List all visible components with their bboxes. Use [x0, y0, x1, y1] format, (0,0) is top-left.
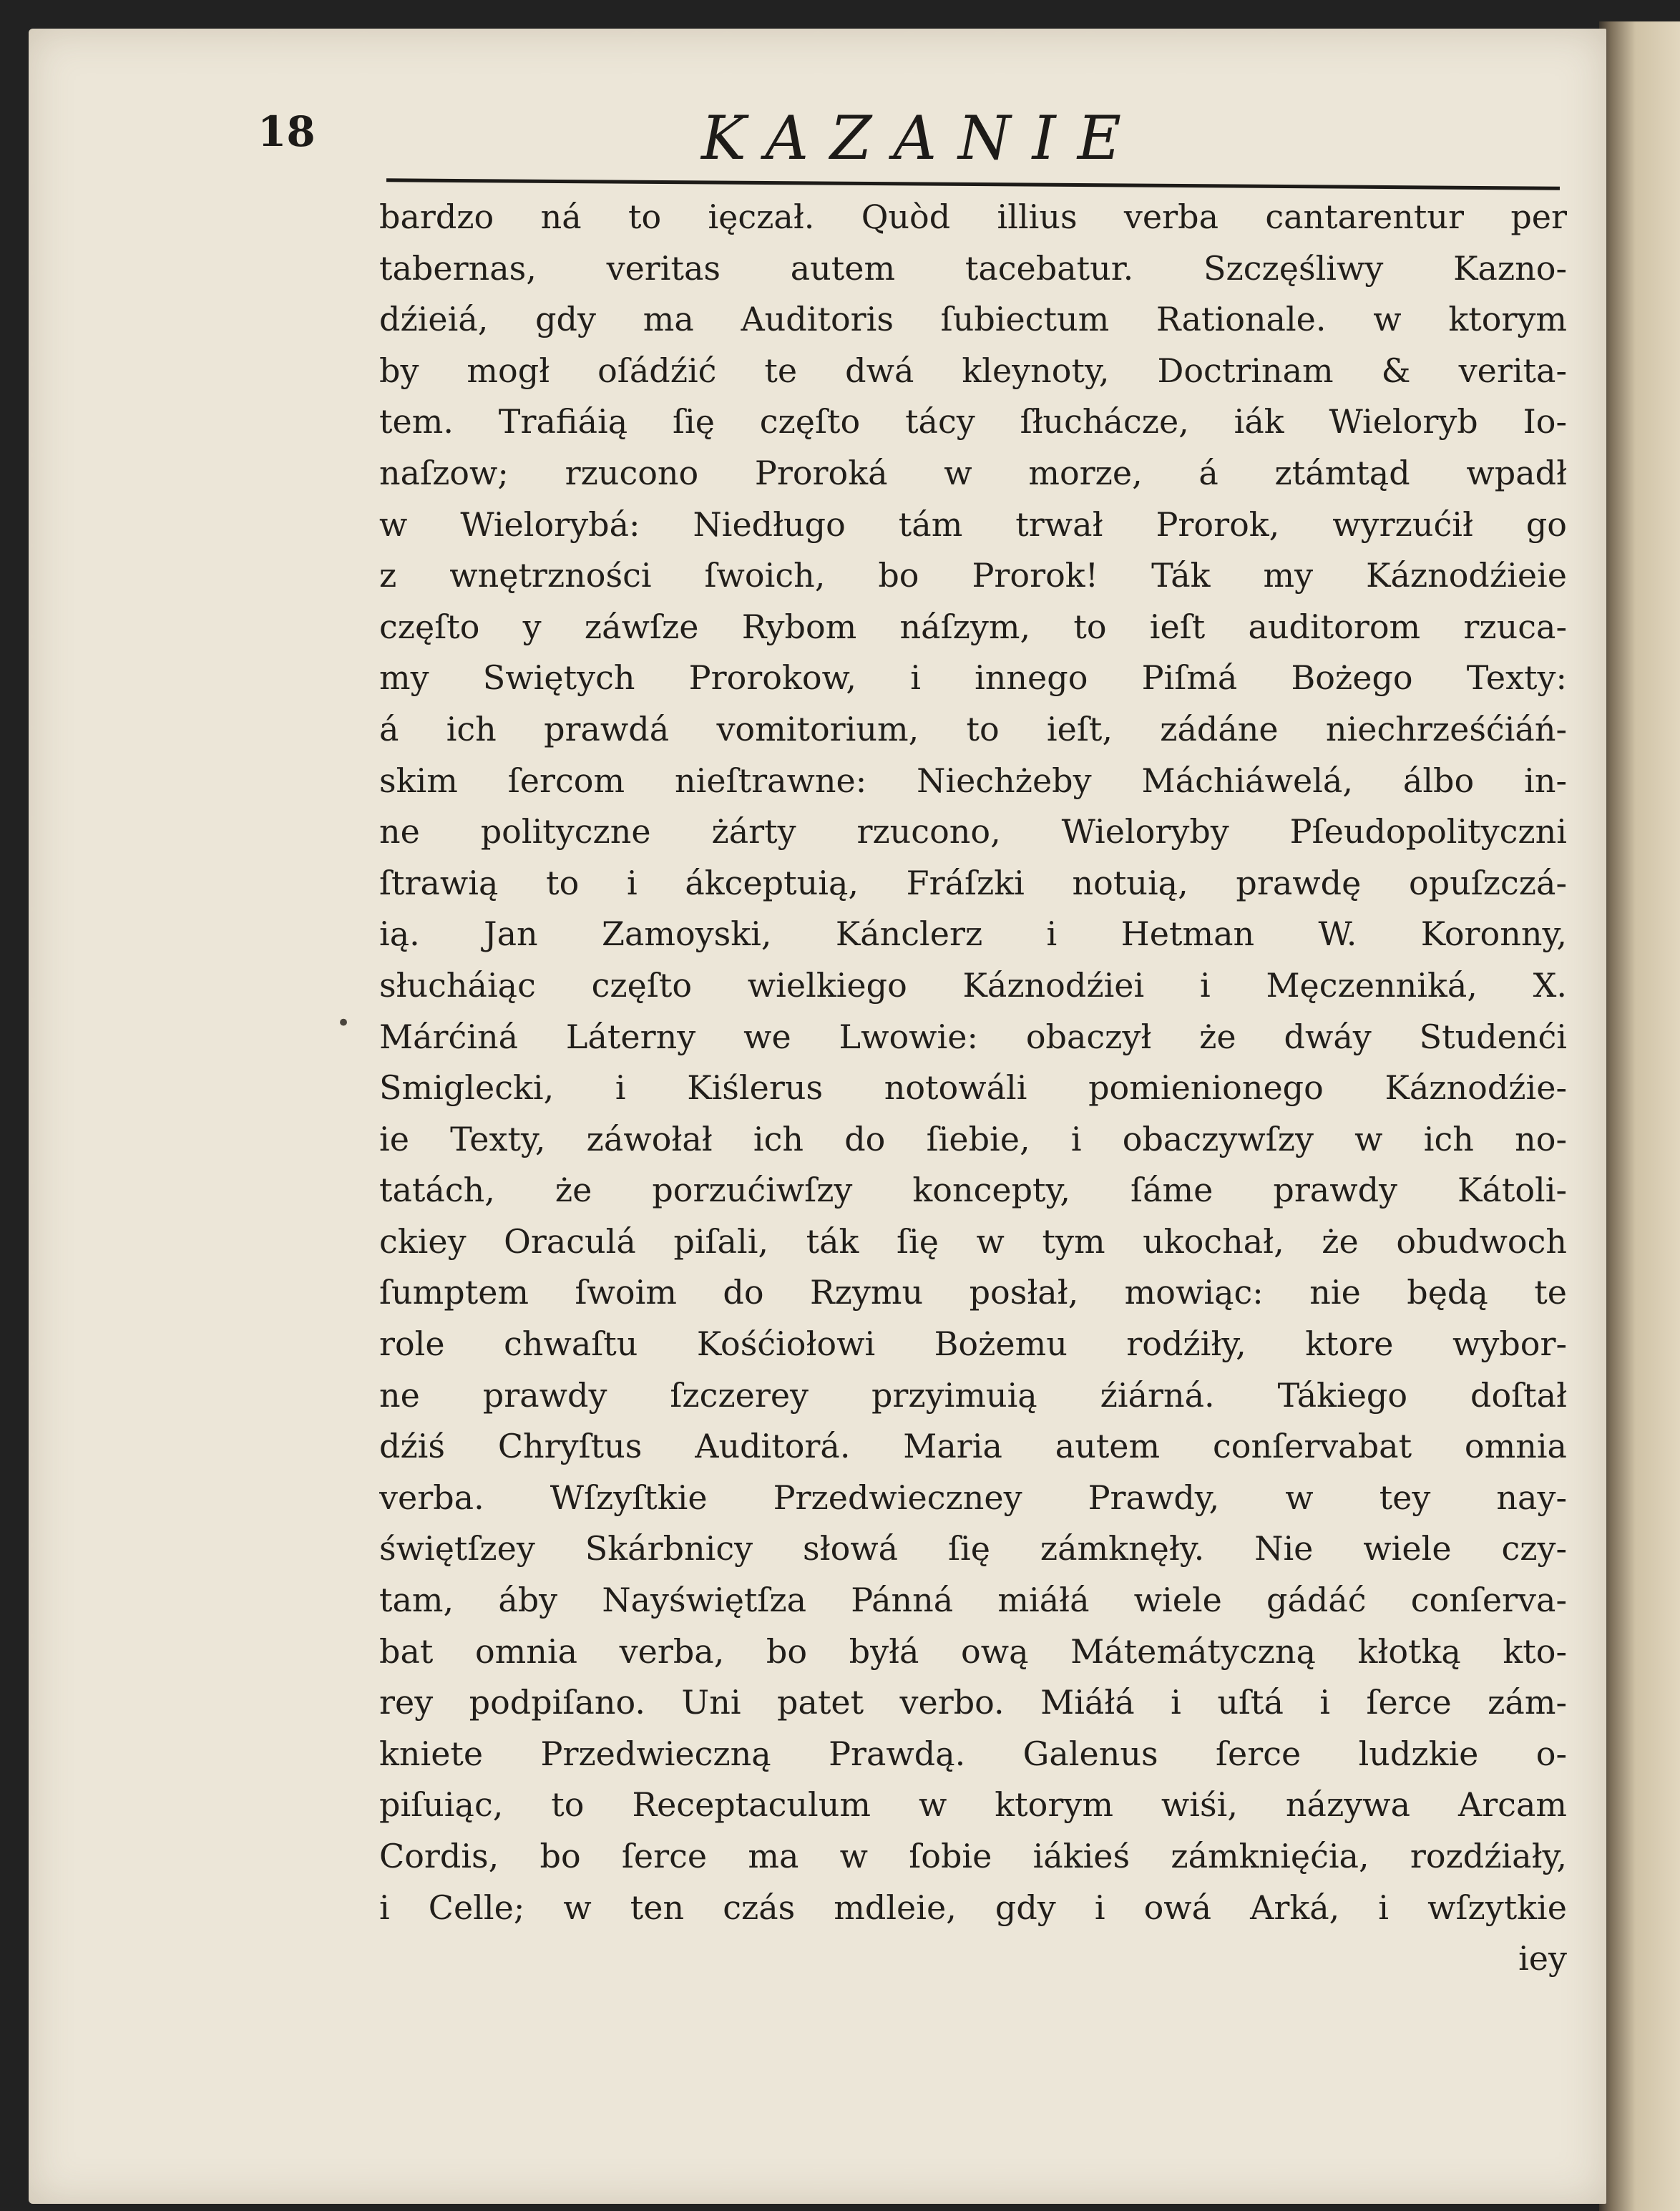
text-line: by mogł oſádźić te dwá kleynoty, Doctrinam & verita-	[379, 351, 1567, 390]
text-line: bat omnia verba, bo byłá ową Mátemátyczną kłotką kto-	[379, 1631, 1567, 1671]
margin-mark: •	[336, 1009, 351, 1038]
text-line: Cordis, bo ſerce ma w ſobie iákieś zámknięćia, rozdźiały,	[379, 1837, 1567, 1875]
text-line: dźieiá, gdy ma Auditoris ſubiectum Rationale. w ktorym	[379, 300, 1567, 339]
catchword: iey	[1518, 1939, 1567, 1978]
running-title: KAZANIE	[701, 103, 1143, 173]
text-line: rey podpiſano. Uni patet verbo. Miáłá i uſtá i ſerce zám-	[379, 1683, 1567, 1722]
text-line: ckiey Oraculá piſali, ták ſię w tym ukochał, że obudwoch	[379, 1221, 1567, 1261]
text-line: ſtrawią to i ákceptuią, Fráſzki notuią, prawdę opuſzczá-	[379, 863, 1567, 902]
page-header	[258, 103, 1567, 186]
text-line: my Swiętych Prorokow, i innego Piſmá Bożego Texty:	[379, 658, 1567, 698]
text-line: tabernas, veritas autem tacebatur. Szczęśliwy Kazno-	[379, 248, 1567, 288]
text-line: świętſzey Skárbnicy słowá ſię zámknęły. Nie wiele czy-	[379, 1529, 1567, 1568]
text-line: bardzo ná to ięczał. Quòd illius verba cantarentur per	[379, 197, 1567, 236]
text-line: ne polityczne żárty rzucono, Wieloryby Pſeudopolityczni	[379, 812, 1567, 851]
text-line: dźiś Chryſtus Auditorá. Maria autem conſervabat omnia	[379, 1427, 1567, 1466]
body-text	[379, 192, 1567, 1985]
page-number: 18	[258, 107, 316, 156]
text-line: ſumptem ſwoim do Rzymu posłał, mowiąc: nie będą te	[379, 1273, 1567, 1312]
text-line: kniete Przedwieczną Prawdą. Galenus ſerce ludzkie o-	[379, 1734, 1567, 1773]
text-line: i Celle; w ten czás mdleie, gdy i owá Arká, i wſzytkie	[379, 1888, 1567, 1927]
text-line: verba. Wſzyſtkie Przedwieczney Prawdy, w tey nay-	[379, 1478, 1567, 1517]
text-line: tem. Trafiáią ſię częſto tácy ſłuchácze, iák Wieloryb Io-	[379, 402, 1567, 441]
text-line: tam, áby Nayświętſza Pánná miáłá wiele gádáć conſerva-	[379, 1581, 1567, 1620]
text-line: w Wielorybá: Niedługo tám trwał Prorok, wyrzućił go	[379, 504, 1567, 544]
text-line: ne prawdy ſzczerey przyimuią źiárná. Tákiego doſtał	[379, 1375, 1567, 1415]
text-line: ie Texty, záwołał ich do ſiebie, i obaczywſzy w ich no-	[379, 1119, 1567, 1158]
book-spine	[1599, 21, 1680, 2211]
text-line: skim ſercom nieſtrawne: Niechżeby Máchiáwelá, álbo in-	[379, 761, 1567, 800]
text-line: á ich prawdá vomitorium, to ieſt, zádáne niechrześćiáń-	[379, 709, 1567, 748]
text-line: naſzow; rzucono Proroká w morze, á ztámtąd wpadł	[379, 453, 1567, 492]
text-line: słucháiąc częſto wielkiego Káznodźiei i Męczenniká, X.	[379, 965, 1567, 1005]
text-line: z wnętrzności ſwoich, bo Prorok! Ták my Káznodźieie	[379, 556, 1567, 595]
text-line: role chwaſtu Kośćiołowi Bożemu rodźiły, ktore wybor-	[379, 1324, 1567, 1364]
text-line: Márćiná Láterny we Lwowie: obaczył że dwáy Studenći	[379, 1017, 1567, 1056]
text-line: tatách, że porzućiwſzy koncepty, ſáme prawdy Kátoli-	[379, 1171, 1567, 1210]
text-line: Smiglecki, i Kiślerus notowáli pomienionego Káznodźie-	[379, 1068, 1567, 1108]
text-line: ią. Jan Zamoyski, Kánclerz i Hetman W. Koronny,	[379, 914, 1567, 954]
text-line: piſuiąc, to Receptaculum w ktorym wiśi, názywa Arcam	[379, 1785, 1567, 1825]
text-line: częſto y záwſze Rybom náſzym, to ieſt auditorom rzuca-	[379, 607, 1567, 646]
